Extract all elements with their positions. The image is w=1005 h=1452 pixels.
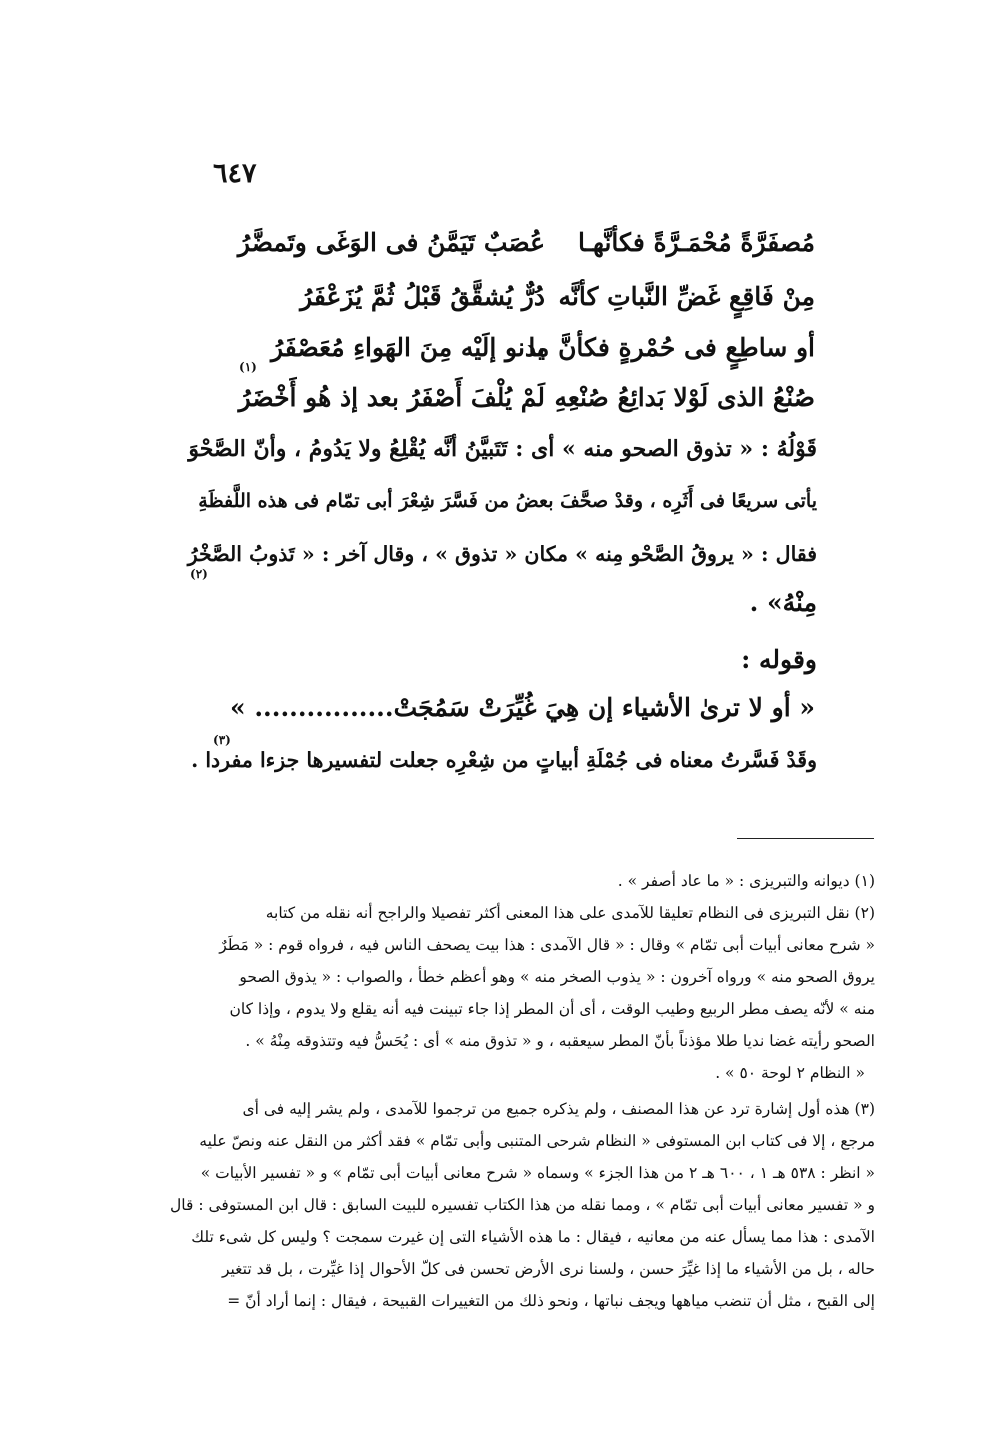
verse-3-first-hemistich: أو ساطِعٍ فى حُمْرةٍ فكأنَّ ما	[528, 333, 815, 362]
footnote-3-line-1: (٣) هذه أول إشارة ترد عن هذا المصنف ، ولم يذكره جميع من ترجموا للآمدى ، ولم يشر إليه فى أى	[242, 1100, 875, 1118]
verse-1-second-hemistich: عُصَبٌ تَيَمَّنُ فى الوَغَى وتَمضَّرُ	[237, 228, 545, 257]
footnote-2-line-6: « النظام ٢ لوحة ٥٠ » .	[715, 1064, 865, 1082]
footnote-2-line-5: الصحو رأيته غضا نديا طلا مؤذناً بأنّ المطر سيعقبه ، و « تذوق منه » أى : يُحَسُّ فيه وتتذوقه مِنْهُ » .	[245, 1032, 875, 1050]
footnote-3-line-7: إلى القبح ، مثل أن تنضب مياهها ويجف نباتها ، ونحو ذلك من التغييرات القبيحة ، فيقال : إنما أراد أنّ =	[227, 1292, 875, 1310]
verse-2-second-hemistich: دُرٌّ يُشقَّقُ قَبْلُ ثُمَّ يُزَعْفَرُ	[300, 282, 545, 311]
footnote-2-line-3: يروق الصحو منه » ورواه آخرون : « يذوب الصخر منه » وهو أعظم خطأ ، والصواب : « يذوق الصحو	[239, 968, 875, 986]
verse-4-first-hemistich: صُنْعُ الذى لَوْلا بَدائِعُ صُنْعِهِ	[554, 383, 815, 412]
verse-2-first-hemistich: مِنْ فَاقِعٍ غَضِّ النَّباتِ كأنَّه	[558, 282, 815, 311]
verse-4-second-hemistich: لَمْ يُلْفَ أَصْفَرُ بعد إذ هُو أَخْضَرُ	[238, 383, 545, 412]
footnote-3-line-3: « انظر : ٥٣٨ هـ ١ ، ٦٠٠ هـ ٢ من هذا الجزء » وسماه « شرح معانى أبيات أبى تمّام » و « تفسير الأبيات »	[200, 1164, 875, 1182]
quote-intro: وقوله :	[741, 645, 817, 674]
paragraph-1-line-2: يأتى سريعًا فى أَثَرِه ، وقدْ صحَّفَ بعضُ من فَسَّرَ شِعْرَ أبى تمّام فى هذه اللَّفظَةِ	[198, 490, 817, 512]
footnote-1: (١) ديوانه والتبريزى : « ما عاد أصفر » .	[617, 872, 875, 890]
paragraph-1-line-1: قَوْلُهُ : « تذوق الصحو منه » أى : تَتَبيَّنُ أنَّه يُقْلِعُ ولا يَدُومُ ، وأنّ الصَّحْوَ	[188, 436, 817, 462]
footnote-3-line-6: حاله ، بل من الأشياء ما إذا غيِّرَ حسن ، ولسنا نرى الأرض تحسن فى كلّ الأحوال إذا غيِّرت ، بل قد تتغير	[221, 1260, 875, 1278]
footnote-2-line-2: « شرح معانى أبيات أبى تمّام » وقال : « قال الآمدى : هذا بيت يصحف الناس فيه ، فرواه قوم : « مَطَرٌ	[219, 936, 875, 954]
page-number: ٦٤٧	[213, 158, 257, 189]
footnote-2-line-1: (٢) نقل التبريزى فى النظام تعليقا للآمدى على هذا المعنى أكثر تفصيلا والراجح أنه نقله من كتابه	[265, 904, 875, 922]
footnote-mark-2: (٢)	[190, 567, 208, 581]
quote-second-hemistich: سَمُجَتْ................ »	[230, 693, 470, 722]
footnote-separator	[737, 838, 874, 839]
footnote-2-line-4: منه » لأنّه يصف مطر الربيع وطيب الوقت ، أى أن المطر إذا جاء تبينت فيه أنه يقلع ولا يدوم ، وإذا كان	[229, 1000, 875, 1018]
paragraph-1-line-3: فقال : « يروقُ الصَّحْو مِنه » مكان « تذوق » ، وقال آخر : « تَذوبُ الصَّخْرُ	[187, 542, 817, 566]
verse-3-second-hemistich: يدنو إلَيْه مِنَ الهَواءِ مُعَصْفَرُ	[271, 333, 545, 362]
footnote-mark-3: (٣)	[213, 733, 231, 747]
footnote-3-line-4: و « تفسير معانى أبيات أبى تمّام » ، ومما نقله من هذا الكتاب تفسيره للبيت السابق : قال ابن المستوفى : قال	[170, 1196, 875, 1214]
paragraph-1-line-4: مِنْهُ» .	[749, 588, 817, 617]
paragraph-2: وقَدْ فَسَّرتُ معناه فى جُمْلَةِ أبياتٍ من شِعْرِه جعلت لتفسيرها جزءا مفردا .	[191, 748, 817, 772]
footnote-3-line-5: الآمدى : هذا مما يسأل عنه من معانيه ، فيقال : ما هذه الأشياء التى إن غيرت سمجت ؟ وليس كل شىء تلك	[191, 1228, 875, 1246]
footnote-mark-1: (١)	[239, 360, 257, 374]
footnote-3-line-2: مرجع ، إلا فى كتاب ابن المستوفى « النظام شرحى المتنبى وأبى تمّام » فقد أكثر من النقل عنه ونصّ عليه	[199, 1132, 875, 1150]
quote-first-hemistich: « أو لا ترىٰ الأشياء إن هِيَ غُيِّرَتْ	[478, 693, 815, 722]
verse-1-first-hemistich: مُصفَرَّةً مُحْمَـرَّةً فكأنَّهـا	[577, 228, 815, 257]
